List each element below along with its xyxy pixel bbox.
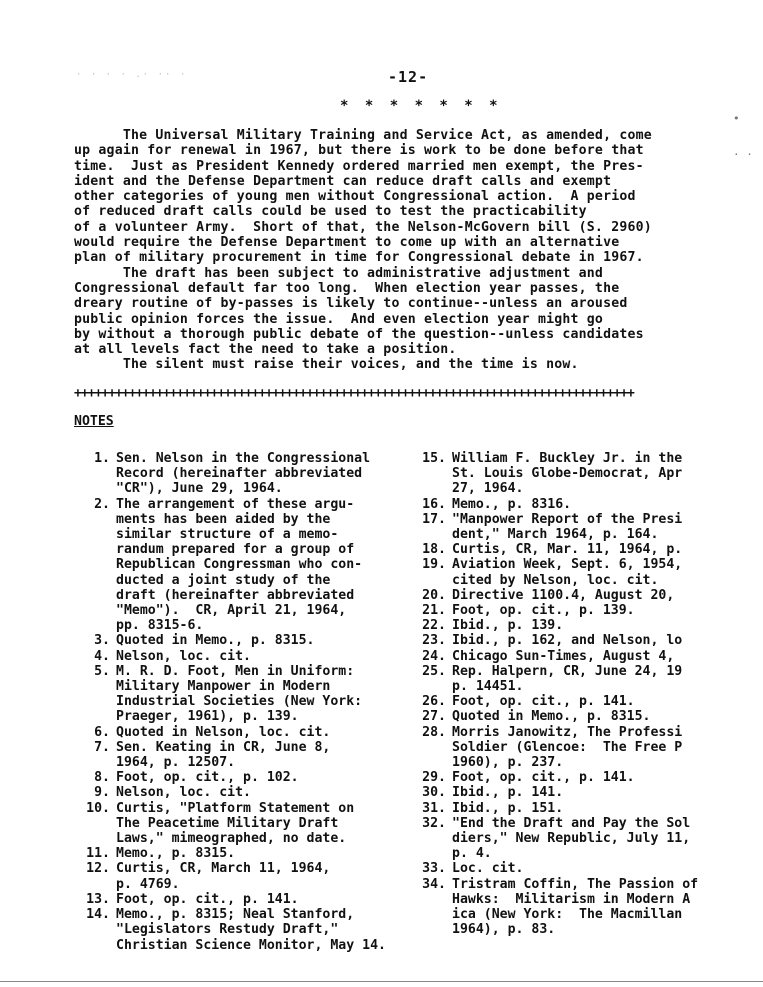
footnote-number: 2. xyxy=(94,496,110,512)
footnote-number: 4. xyxy=(94,648,110,664)
footnote-text: Foot, op. cit., p. 102. xyxy=(116,770,299,786)
footnote xyxy=(416,664,763,694)
footnote xyxy=(416,497,763,512)
footnote-number: 11. xyxy=(86,846,110,862)
footnote xyxy=(80,770,410,785)
footnote-text: Foot, op. cit., p. 141. xyxy=(452,770,635,786)
footnote-number: 9. xyxy=(94,785,110,801)
footnote xyxy=(416,694,763,709)
footnote xyxy=(80,497,410,634)
footnote-number: 5. xyxy=(94,663,110,679)
footnote xyxy=(416,725,763,771)
footnote-text: Curtis, CR, March 11, 1964, p. 4769. xyxy=(116,861,331,892)
body-line: dreary routine of by-passes is likely to continue--unless an aroused xyxy=(74,296,628,312)
footnote-number: 23. xyxy=(422,633,446,649)
footnote-text: Chicago Sun-Times, August 4, xyxy=(452,648,675,664)
footnote xyxy=(80,846,410,861)
footnote-text: Memo., p. 8315; Neal Stanford, "Legislators Restudy Draft," Christian Science Monitor, May 14. xyxy=(116,907,386,953)
footnote-number: 27. xyxy=(422,709,446,725)
footnote xyxy=(416,557,763,587)
body-line: Congressional default far too long. When election year passes, the xyxy=(74,280,620,296)
body-line: by without a thorough public debate of the question--unless candidates xyxy=(74,326,644,342)
footnote-number: 3. xyxy=(94,633,110,649)
scan-noise: · · · · .· ·· · xyxy=(76,70,188,80)
footnote-number: 26. xyxy=(422,694,446,710)
footnote xyxy=(80,725,410,740)
footnote xyxy=(416,649,763,664)
footnote-number: 17. xyxy=(422,511,446,527)
footnote-number: 29. xyxy=(422,770,446,786)
footnote-number: 30. xyxy=(422,785,446,801)
notes-column-right xyxy=(416,451,763,938)
footnote-number: 32. xyxy=(422,815,446,831)
footnote xyxy=(80,892,410,907)
footnote xyxy=(80,785,410,800)
footnote xyxy=(416,633,763,648)
star-separator: * * * * * * * xyxy=(340,98,502,114)
footnote-text: Nelson, loc. cit. xyxy=(116,785,251,801)
margin-mark: • xyxy=(733,112,740,125)
footnote xyxy=(80,861,410,891)
footnote-number: 12. xyxy=(86,861,110,877)
body-line: would require the Defense Department to come up with an alternative xyxy=(74,235,620,251)
footnote-number: 24. xyxy=(422,648,446,664)
footnote xyxy=(80,451,410,497)
footnote xyxy=(80,801,410,847)
footnote xyxy=(416,877,763,938)
footnote-number: 21. xyxy=(422,603,446,619)
footnote-number: 18. xyxy=(422,542,446,558)
footnote-text: Quoted in Memo., p. 8315. xyxy=(452,709,651,725)
footnote-number: 25. xyxy=(422,663,446,679)
footnote-number: 16. xyxy=(422,496,446,512)
footnote xyxy=(416,770,763,785)
footnote xyxy=(416,709,763,724)
body-line: plan of military procurement in time for Congressional debate in 1967. xyxy=(74,250,644,266)
footnote-text: Foot, op. cit., p. 141. xyxy=(452,694,635,710)
body-line: The Universal Military Training and Service Act, as amended, come xyxy=(74,128,652,143)
footnote xyxy=(416,785,763,800)
footnote xyxy=(416,603,763,618)
footnote-number: 19. xyxy=(422,557,446,573)
footnote-text: "End the Draft and Pay the Sol diers," New Republic, July 11, p. 4. xyxy=(452,815,691,862)
footnote-text: Aviation Week, Sept. 6, 1954, cited by Nelson, loc. cit. xyxy=(452,557,683,588)
footnote-number: 22. xyxy=(422,618,446,634)
notes-column-left xyxy=(80,451,410,953)
footnote-text: Quoted in Nelson, loc. cit. xyxy=(116,724,331,740)
footnote-text: Foot, op. cit., p. 139. xyxy=(452,603,635,619)
footnote xyxy=(416,512,763,542)
footnote-text: Memo., p. 8315. xyxy=(116,846,236,862)
footnote-number: 15. xyxy=(422,451,446,466)
footnote-text: "Manpower Report of the Presi dent," March 1964, p. 164. xyxy=(452,511,683,543)
footnote-text: Sen. Keating in CR, June 8, 1964, p. 12507. xyxy=(116,739,331,771)
footnote-number: 14. xyxy=(86,907,110,923)
footnote-text: Morris Janowitz, The Professi Soldier (Glencoe: The Free P 1960), p. 237. xyxy=(452,724,683,771)
footnote-text: Sen. Nelson in the Congressional Record (hereinafter abbreviated "CR"), June 29, 1964. xyxy=(116,451,371,497)
footnote-text: The arrangement of these argu- ments has been aided by the similar structure of a memo- randum prepared for a group of Republican Congressman who con- ducted a joint study of the draft (hereinafter abbreviated "Memo"). CR, April 21, 1964, pp. 8315-6. xyxy=(116,496,363,634)
footnote-text: William F. Buckley Jr. in the St. Louis Globe-Democrat, Apr 27, 1964. xyxy=(452,451,683,497)
body-paragraphs xyxy=(74,128,724,373)
footnote-text: Quoted in Memo., p. 8315. xyxy=(116,633,315,649)
footnote-text: Nelson, loc. cit. xyxy=(116,648,251,664)
footnote-text: M. R. D. Foot, Men in Uniform: Military Manpower in Modern Industrial Societies (New York: Praeger, 1961), p. 139. xyxy=(116,663,363,725)
footnote-number: 8. xyxy=(94,770,110,786)
footnote xyxy=(416,618,763,633)
footnote-number: 6. xyxy=(94,724,110,740)
body-line: public opinion forces the issue. And even election year might go xyxy=(74,311,604,327)
footnote-text: Memo., p. 8316. xyxy=(452,496,572,512)
footnote-text: Curtis, CR, Mar. 11, 1964, p. xyxy=(452,542,683,558)
footnote-number: 33. xyxy=(422,861,446,877)
footnote xyxy=(416,801,763,816)
footnote xyxy=(416,816,763,862)
body-line: of a volunteer Army. Short of that, the Nelson-McGovern bill (S. 2960) xyxy=(74,219,652,235)
footnote-number: 10. xyxy=(86,800,110,816)
body-line: up again for renewal in 1967, but there is work to be done before that xyxy=(74,143,644,159)
footnote-text: Ibid., p. 141. xyxy=(452,785,564,801)
body-line: of reduced draft calls could be used to test the practicability xyxy=(74,204,587,220)
footnote xyxy=(80,907,410,953)
margin-mark: · · xyxy=(733,148,753,161)
footnote-number: 1. xyxy=(94,451,110,466)
footnote xyxy=(80,649,410,664)
footnote-text: Rep. Halpern, CR, June 24, 19 p. 14451. xyxy=(452,663,683,695)
footnote-text: Ibid., p. 162, and Nelson, lo xyxy=(452,633,683,649)
footnote-number: 28. xyxy=(422,724,446,740)
body-line: The draft has been subject to administrative adjustment and xyxy=(74,265,604,281)
footnote-number: 31. xyxy=(422,800,446,816)
footnote-number: 20. xyxy=(422,587,446,603)
footnote xyxy=(416,861,763,876)
body-line: at all levels fact the need to take a position. xyxy=(74,342,457,358)
footnote xyxy=(80,740,410,770)
notes-heading: NOTES xyxy=(74,414,114,429)
footnote xyxy=(80,633,410,648)
footnote-text: Curtis, "Platform Statement on The Peacetime Military Draft Laws," mimeographed, no date. xyxy=(116,800,355,847)
footnote-number: 7. xyxy=(94,739,110,755)
body-line: The silent must raise their voices, and the time is now. xyxy=(74,357,579,373)
footnote-number: 34. xyxy=(422,876,446,892)
footnote xyxy=(416,542,763,557)
plus-rule-divider: ++++++++++++++++++++++++++++++++++++++++++++++++++++++++++++++++++++++++++++++++++ xyxy=(74,386,634,401)
footnote xyxy=(416,588,763,603)
footnote xyxy=(416,451,763,497)
footnote-text: Tristram Coffin, The Passion of Hawks: Militarism in Modern A ica (New York: The Macmillan 1964), p. 83. xyxy=(452,876,699,938)
body-line: ident and the Defense Department can reduce draft calls and exempt xyxy=(74,173,612,189)
footnote-number: 13. xyxy=(86,891,110,907)
body-line: time. Just as President Kennedy ordered married men exempt, the Pres- xyxy=(74,158,644,174)
page-number: -12- xyxy=(388,68,429,86)
page-bottom-edge xyxy=(0,981,763,982)
footnote-text: Ibid., p. 151. xyxy=(452,800,564,816)
body-line: other categories of young men without Congressional action. A period xyxy=(74,189,636,205)
footnote-text: Loc. cit. xyxy=(452,861,524,877)
footnote xyxy=(80,664,410,725)
footnote-text: Ibid., p. 139. xyxy=(452,618,564,634)
footnote-text: Foot, op. cit., p. 141. xyxy=(116,891,299,907)
footnote-text: Directive 1100.4, August 20, xyxy=(452,587,675,603)
